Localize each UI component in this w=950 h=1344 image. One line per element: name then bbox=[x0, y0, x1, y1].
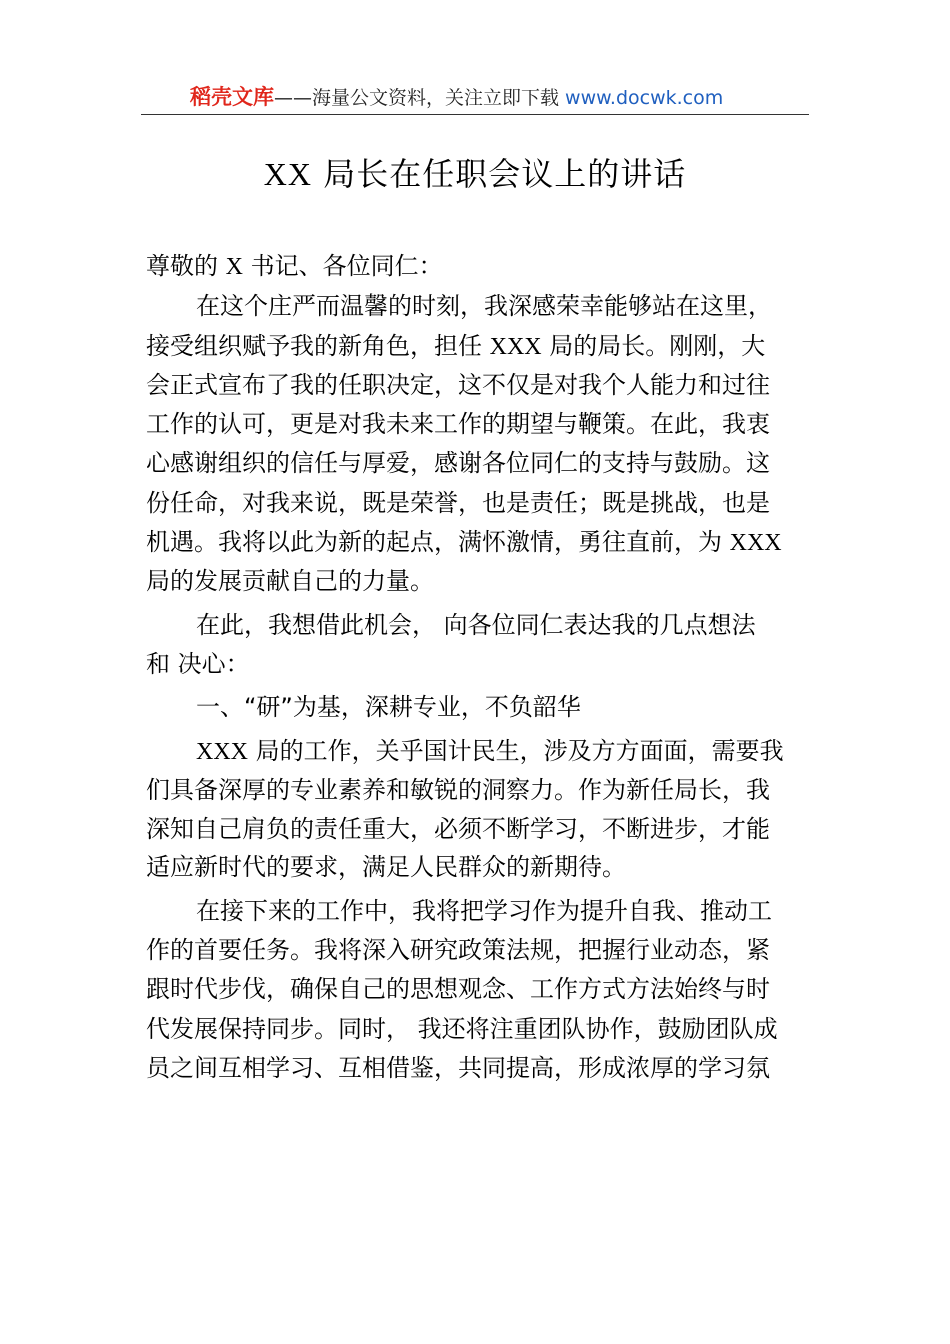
brand-logo-text: 稻壳文库 bbox=[190, 85, 274, 109]
header-tagline: ——海量公文资料，关注立即下载 bbox=[274, 87, 566, 109]
body-line: 跟时代步伐，确保自己的思想观念、工作方式方法始终与时 bbox=[146, 975, 770, 1003]
body-line: 员之间互相学习、互相借鉴，共同提高，形成浓厚的学习氛 bbox=[146, 1054, 770, 1082]
body-line: 机遇。我将以此为新的起点，满怀激情，勇往直前，为 XXX bbox=[146, 528, 782, 556]
body-line: 在接下来的工作中，我将把学习作为提升自我、推动工 bbox=[196, 897, 772, 925]
body-line: 代发展保持同步。同时， 我还将注重团队协作，鼓励团队成 bbox=[146, 1015, 778, 1043]
page-header bbox=[190, 84, 810, 110]
body-line: 在这个庄严而温馨的时刻，我深感荣幸能够站在这里， bbox=[196, 292, 772, 320]
header-divider bbox=[141, 114, 809, 115]
body-line: 作的首要任务。我将深入研究政策法规，把握行业动态，紧 bbox=[146, 936, 770, 964]
body-line: 和 决心： bbox=[146, 650, 250, 678]
body-line: 工作的认可，更是对我未来工作的期望与鞭策。在此，我衷 bbox=[146, 410, 770, 438]
body-line: 们具备深厚的专业素养和敏锐的洞察力。作为新任局长，我 bbox=[146, 776, 770, 804]
body-line: 接受组织赋予我的新角色，担任 XXX 局的局长。刚刚，大 bbox=[146, 332, 766, 360]
body-line: 份任命，对我来说，既是荣誉，也是责任；既是挑战，也是 bbox=[146, 489, 770, 517]
header-site-link[interactable]: www.docwk.com bbox=[565, 87, 724, 109]
body-line: 在此，我想借此机会， 向各位同仁表达我的几点想法 bbox=[196, 611, 756, 639]
body-line: XXX 局的工作，关乎国计民生，涉及方方面面，需要我 bbox=[196, 737, 784, 765]
body-line: 深知自己肩负的责任重大，必须不断学习，不断进步，才能 bbox=[146, 815, 770, 843]
body-line: 局的发展贡献自己的力量。 bbox=[146, 567, 434, 595]
body-line: 适应新时代的要求，满足人民群众的新期待。 bbox=[146, 853, 626, 881]
section-heading: 一、“研”为基，深耕专业，不负韶华 bbox=[196, 693, 581, 721]
document-title: XX 局长在任职会议上的讲话 bbox=[263, 155, 687, 193]
body-line: 心感谢组织的信任与厚爱，感谢各位同仁的支持与鼓励。这 bbox=[146, 449, 770, 477]
salutation: 尊敬的 X 书记、各位同仁： bbox=[146, 252, 443, 280]
body-line: 会正式宣布了我的任职决定，这不仅是对我个人能力和过往 bbox=[146, 371, 770, 399]
